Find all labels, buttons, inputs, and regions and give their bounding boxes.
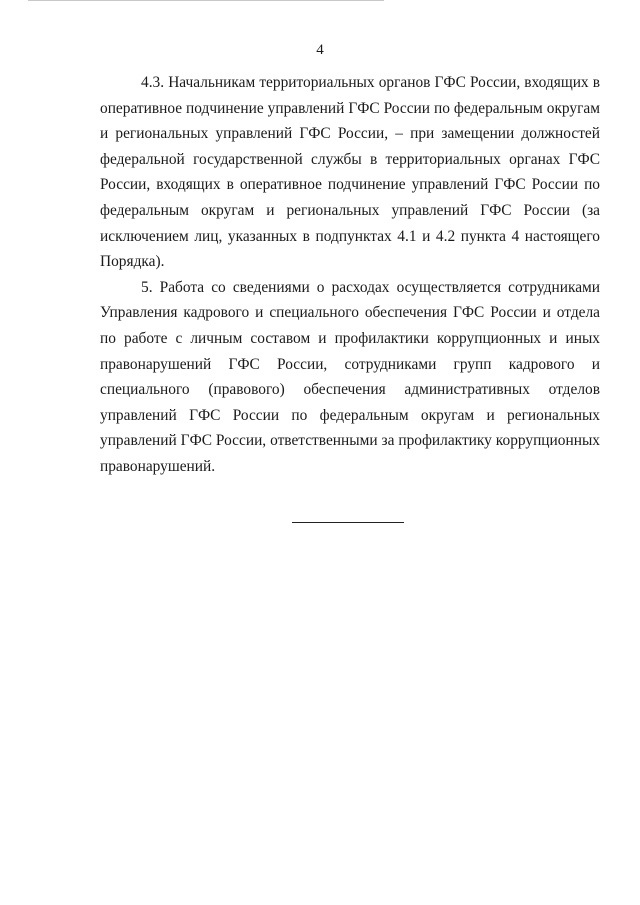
scan-top-edge [28,0,384,1]
document-body [100,70,600,480]
paragraph-4-3: 4.3. Начальникам территориальных органов ГФС России, входящих в оперативное подчинение управлений ГФС России по федеральным округам и региональных управлений ГФС России, – при замещении должностей федеральной государственной службы в территориальных органах ГФС России, входящих в оперативное подчинение управлений ГФС России по федеральным округам и региональных управлений ГФС России (за исключением лиц, указанных в подпунктах 4.1 и 4.2 пункта 4 настоящего Порядка). [100,74,600,271]
page-number: 4 [316,42,324,58]
paragraph-5: 5. Работа со сведениями о расходах осуществляется сотрудниками Управления кадрового и специального обеспечения ГФС России и отдела по работе с личным составом и профилактики коррупционных и иных правонарушений ГФС России, сотрудниками групп кадрового и специального (правового) обеспечения административных отделов управлений ГФС России по федеральным округам и региональных управлений ГФС России, ответственными за профилактику коррупционных правонарушений. [100,278,600,475]
end-of-document-rule [292,522,404,523]
